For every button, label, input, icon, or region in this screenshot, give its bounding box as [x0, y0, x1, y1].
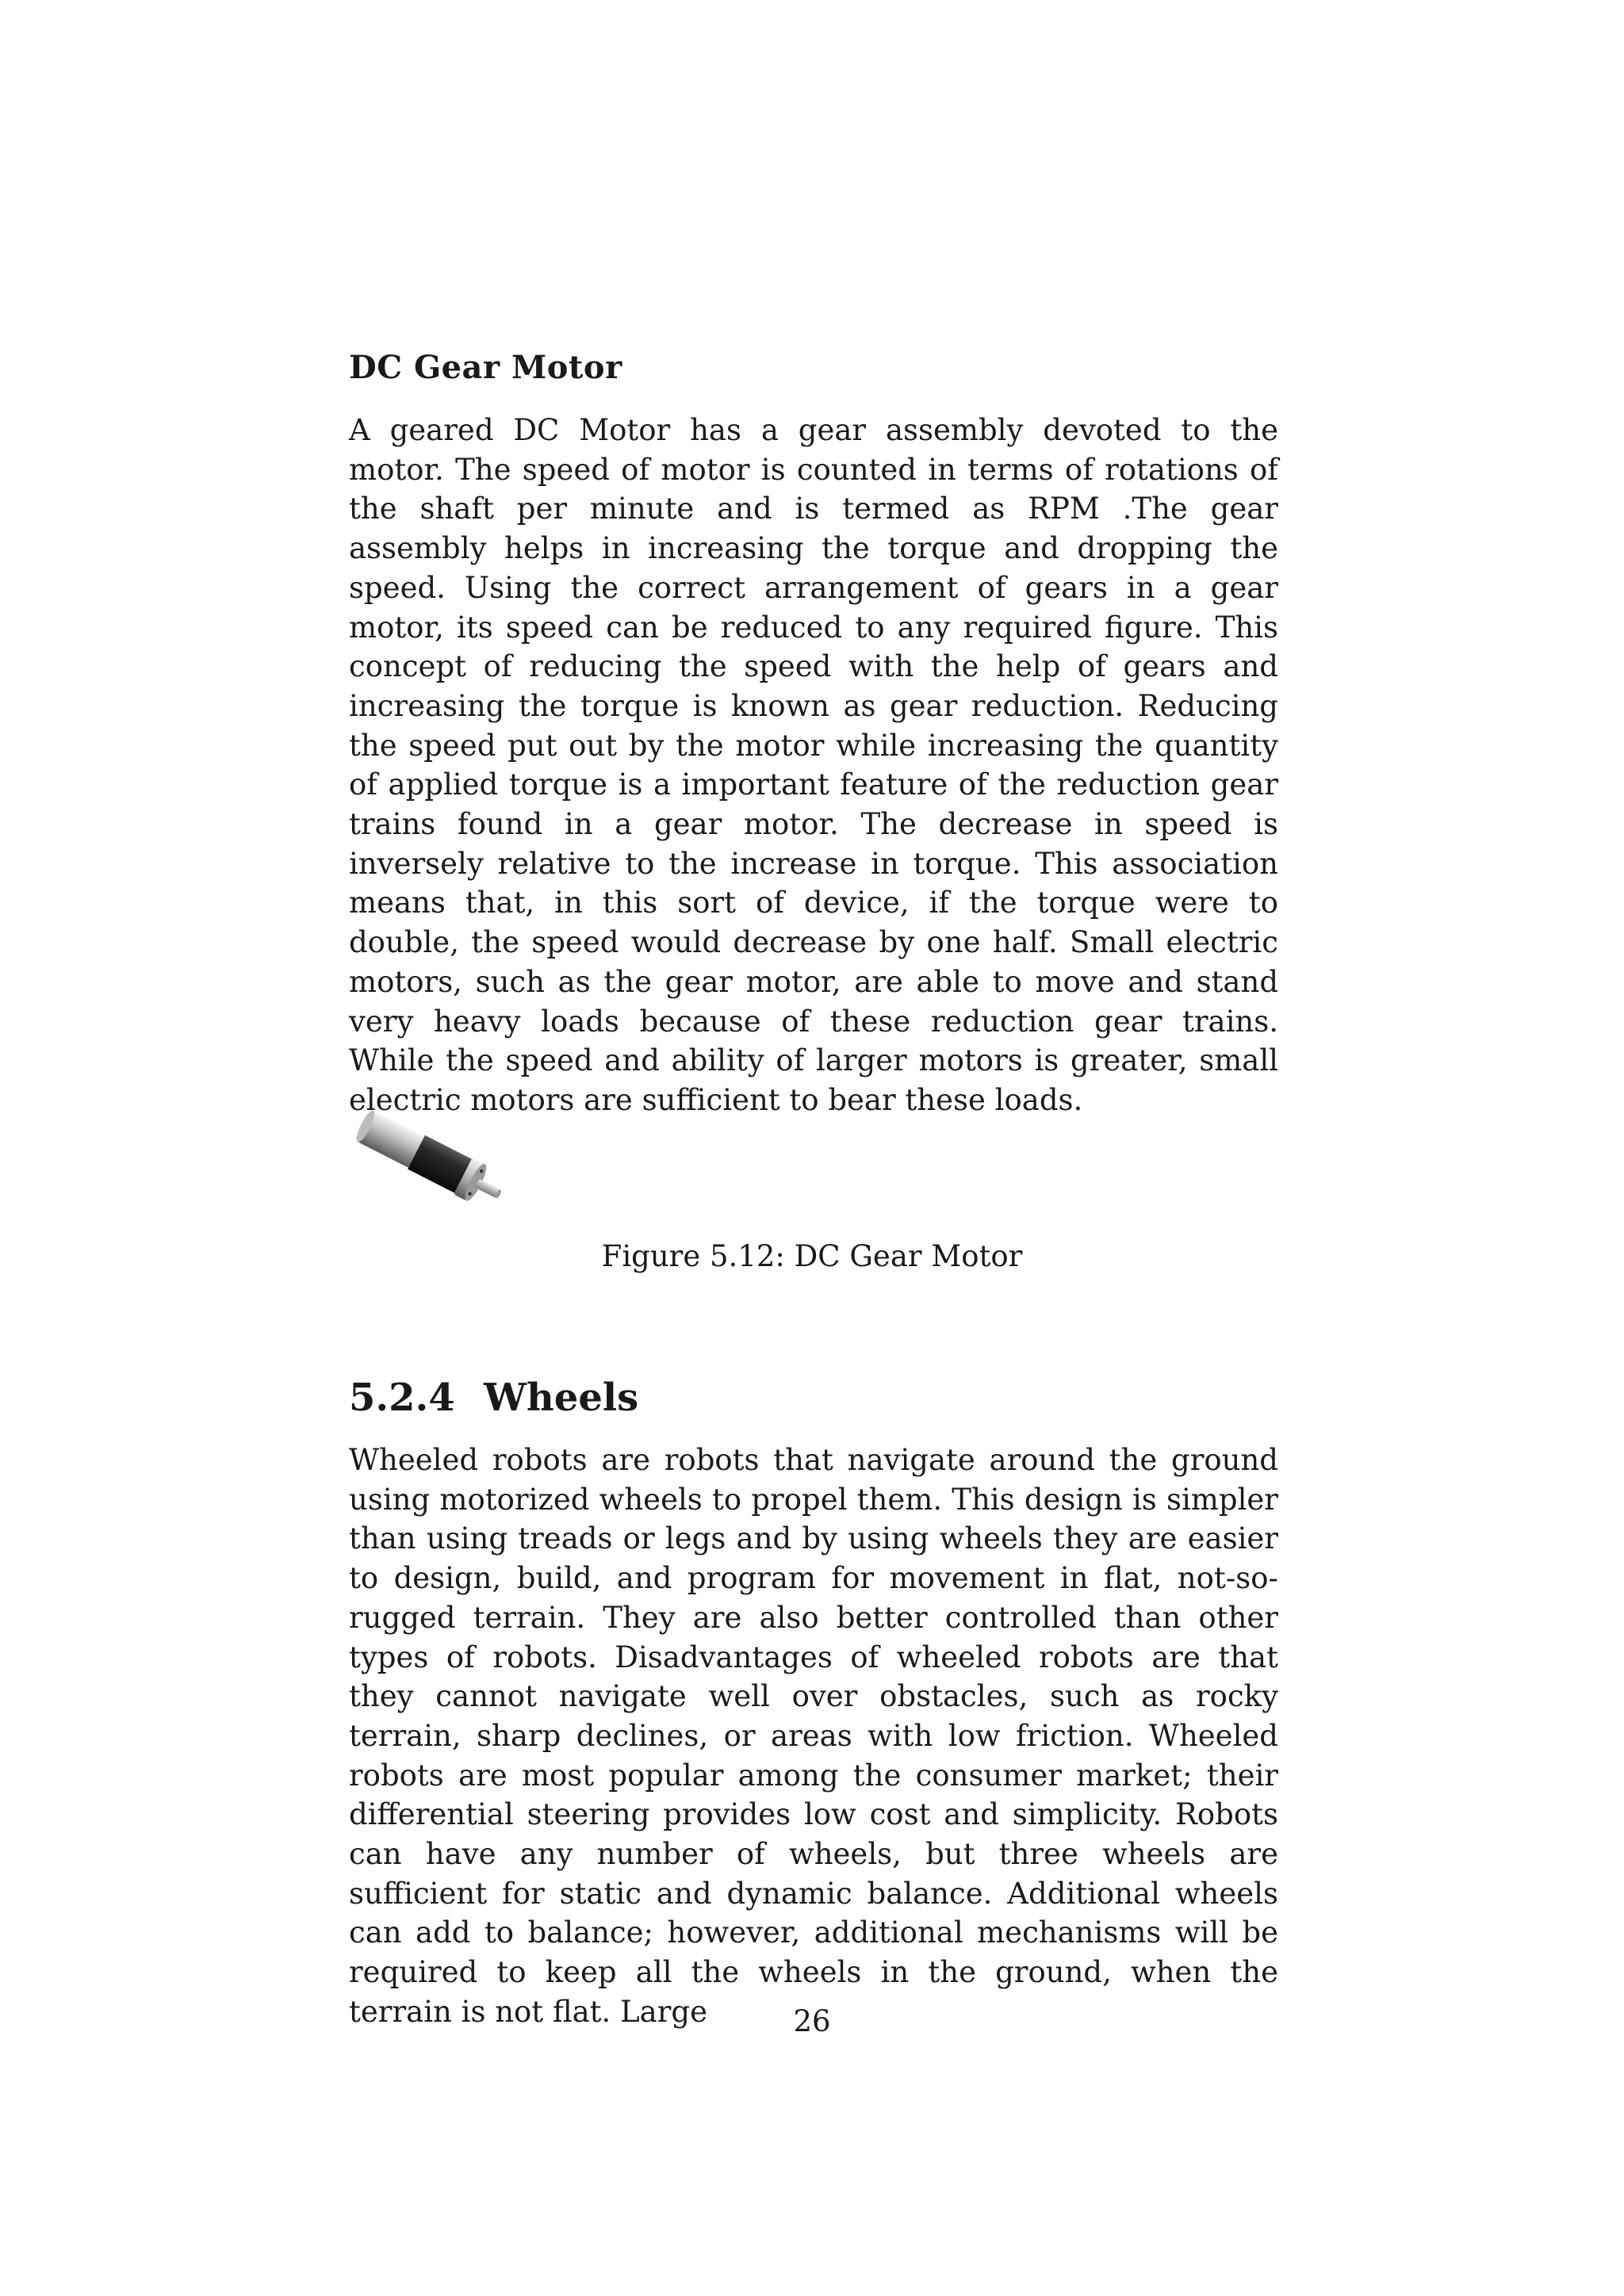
wheels-paragraph: Wheeled robots are robots that navigate around the ground using motorized wheels to propel them. This design is simpler than using treads or legs and by using wheels they are easier to design, build, and program for movement in flat, not-so-rugged terrain. They are also better controlled than other types of robots. Disadvantages of wheeled robots are that they cannot navigate well over obstacles, such as rocky terrain, sharp declines, or areas with low friction. Wheeled robots are most popular among the consumer market; their differential steering provides low cost and simplicity. Robots can have any number of wheels, but three wheels are sufficient for static and dynamic balance. Additional wheels can add to balance; however, additional mechanisms will be required to keep all the wheels in the ground, when the terrain is not flat. Large — [349, 1443, 1278, 2029]
gear-motor-paragraph: A geared DC Motor has a gear assembly devoted to the motor. The speed of motor is counted in terms of rotations of the shaft per minute and is termed as RPM .The gear assembly helps in increasing the torque and dropping the speed. Using the correct arrangement of gears in a gear motor, its speed can be reduced to any required figure. This concept of reducing the speed with the help of gears and increasing the torque is known as gear reduction. Reducing the speed put out by the motor while increasing the quantity of applied torque is a important feature of the reduction gear trains found in a gear motor. The decrease in speed is inversely relative to the increase in torque. This association means that, in this sort of device, if the torque were to double, the speed would decrease by one half. Small electric motors, such as the gear motor, are able to move and stand very heavy loads because of these reduction gear trains. While the speed and ability of larger motors is greater, small electric motors are sufficient to bear these loads. — [349, 413, 1278, 1117]
dc-gear-motor-image — [349, 1108, 523, 1216]
figure-caption: Figure 5.12: DC Gear Motor — [601, 1239, 1023, 1273]
subsection-title: DC Gear Motor — [349, 349, 622, 386]
section-title: Wheels — [484, 1376, 639, 1420]
section-heading — [349, 1376, 638, 1420]
section-number: 5.2.4 — [349, 1376, 455, 1420]
page-number: 26 — [793, 2004, 831, 2038]
